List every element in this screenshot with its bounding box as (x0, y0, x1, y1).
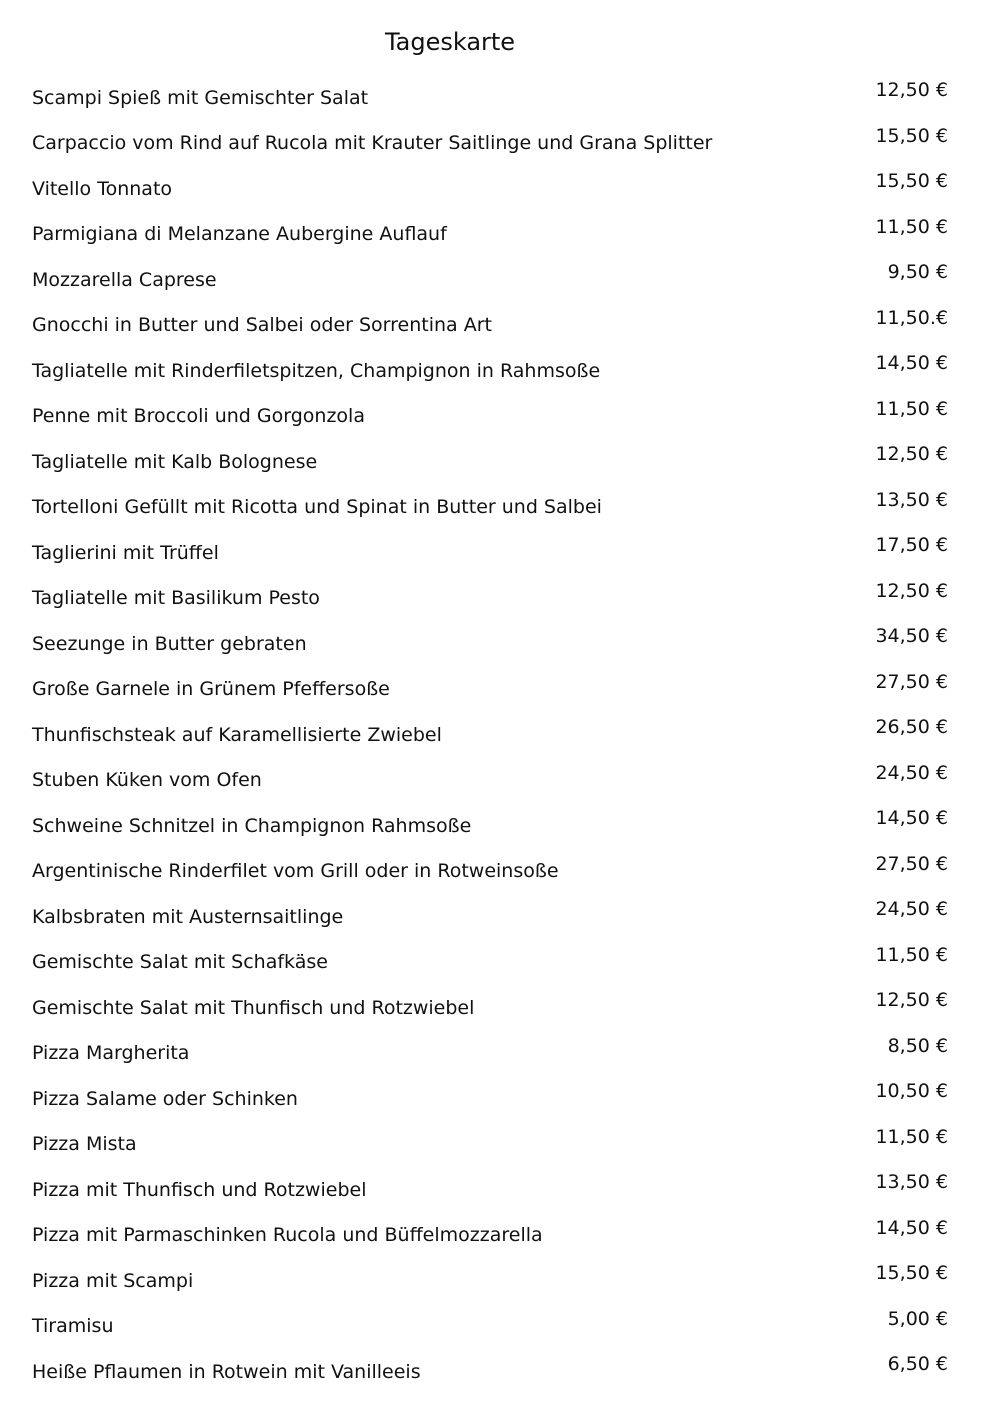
dish-name: Pizza Mista (32, 1133, 137, 1156)
dish-price: 14,50 € (875, 352, 948, 374)
dish-price: 14,50 € (875, 1216, 948, 1239)
dish-price: 15,50 € (875, 170, 948, 192)
menu-item (0, 75, 1000, 121)
menu-item (0, 940, 1000, 986)
dish-price: 24,50 € (875, 898, 948, 920)
dish-price: 26,50 € (875, 716, 948, 738)
dish-price: 15,50 € (875, 1262, 948, 1284)
dish-price: 12,50 € (875, 989, 948, 1011)
dish-name: Pizza Salame oder Schinken (32, 1087, 298, 1110)
dish-name: Tiramisu (32, 1315, 114, 1338)
dish-name: Mozzarella Caprese (32, 268, 217, 291)
menu-item (0, 576, 1000, 622)
menu-item (0, 257, 1000, 303)
menu-item (0, 667, 1000, 713)
menu-item (0, 1349, 1000, 1395)
dish-price: 34,50 € (875, 625, 948, 647)
dish-name: Pizza mit Thunfisch und Rotzwiebel (32, 1178, 367, 1201)
dish-name: Scampi Spieß mit Gemischter Salat (32, 86, 369, 109)
dish-price: 11,50.€ (875, 306, 948, 329)
menu-item (0, 212, 1000, 258)
dish-price: 11,50 € (875, 943, 948, 966)
dish-price: 12,50 € (875, 79, 948, 101)
dish-name: Tortelloni Gefüllt mit Ricotta und Spinat in Butter und Salbei (32, 496, 602, 519)
dish-price: 5,00 € (887, 1307, 948, 1330)
dish-name: Stuben Küken vom Ofen (32, 769, 262, 792)
dish-name: Pizza mit Scampi (32, 1269, 194, 1292)
dish-price: 6,50 € (887, 1353, 948, 1375)
menu-item (0, 485, 1000, 531)
dish-name: Große Garnele in Grünem Pfeffersoße (32, 678, 390, 701)
dish-name: Argentinische Rinderfilet vom Grill oder in Rotweinsoße (32, 860, 559, 883)
dish-name: Tagliatelle mit Kalb Bolognese (32, 450, 318, 473)
dish-name: Gemischte Salat mit Thunfisch und Rotzwiebel (32, 996, 475, 1019)
menu-item (0, 758, 1000, 804)
menu-item (0, 985, 1000, 1031)
page-title: Tageskarte (384, 28, 516, 56)
dish-name: Thunfischsteak auf Karamellisierte Zwiebel (32, 723, 442, 746)
dish-name: Heiße Pflaumen in Rotwein mit Vanilleeis (32, 1360, 421, 1383)
menu-item (0, 1213, 1000, 1259)
dish-name: Kalbsbraten mit Austernsaitlinge (32, 905, 344, 928)
dish-price: 13,50 € (875, 1171, 948, 1193)
dish-name: Penne mit Broccoli und Gorgonzola (32, 405, 365, 428)
menu-item (0, 530, 1000, 576)
menu-item (0, 1304, 1000, 1350)
menu-item (0, 166, 1000, 212)
menu-item (0, 803, 1000, 849)
dish-name: Vitello Tonnato (32, 177, 173, 200)
menu-item (0, 1258, 1000, 1304)
dish-name: Pizza Margherita (32, 1042, 190, 1065)
menu-item (0, 439, 1000, 485)
dish-price: 27,50 € (875, 852, 948, 875)
dish-price: 9,50 € (887, 261, 948, 283)
dish-name: Pizza mit Parmaschinken Rucola und Büffelmozzarella (32, 1224, 543, 1247)
dish-price: 15,50 € (875, 124, 948, 147)
menu-item (0, 1031, 1000, 1077)
dish-name: Carpaccio vom Rind auf Rucola mit Krauter Saitlinge und Grana Splitter (32, 132, 713, 155)
menu-item (0, 121, 1000, 167)
dish-price: 8,50 € (887, 1034, 948, 1057)
dish-price: 11,50 € (875, 215, 948, 238)
dish-price: 11,50 € (875, 1125, 948, 1148)
dish-name: Gemischte Salat mit Schafkäse (32, 951, 328, 974)
dish-price: 24,50 € (875, 761, 948, 784)
dish-name: Gnocchi in Butter und Salbei oder Sorrentina Art (32, 314, 492, 337)
dish-name: Parmigiana di Melanzane Aubergine Auflauf (32, 223, 447, 246)
menu-item (0, 1076, 1000, 1122)
dish-name: Schweine Schnitzel in Champignon Rahmsoße (32, 814, 472, 837)
dish-price: 13,50 € (875, 488, 948, 511)
menu-item (0, 712, 1000, 758)
menu-item (0, 849, 1000, 895)
menu-list (0, 75, 1000, 1395)
menu-item (0, 894, 1000, 940)
dish-price: 14,50 € (875, 807, 948, 829)
dish-price: 12,50 € (875, 579, 948, 602)
menu-item (0, 303, 1000, 349)
dish-name: Tagliatelle mit Rinderfiletspitzen, Champignon in Rahmsoße (32, 359, 601, 382)
dish-price: 11,50 € (875, 397, 948, 420)
dish-price: 12,50 € (875, 443, 948, 465)
dish-price: 10,50 € (875, 1080, 948, 1102)
menu-item (0, 621, 1000, 667)
dish-name: Tagliatelle mit Basilikum Pesto (32, 587, 320, 610)
dish-price: 27,50 € (875, 670, 948, 693)
menu-item (0, 348, 1000, 394)
dish-name: Taglierini mit Trüffel (32, 541, 219, 564)
dish-price: 17,50 € (875, 534, 948, 556)
menu-item (0, 1167, 1000, 1213)
menu-item (0, 1122, 1000, 1168)
dish-name: Seezunge in Butter gebraten (32, 632, 307, 655)
menu-item (0, 394, 1000, 440)
